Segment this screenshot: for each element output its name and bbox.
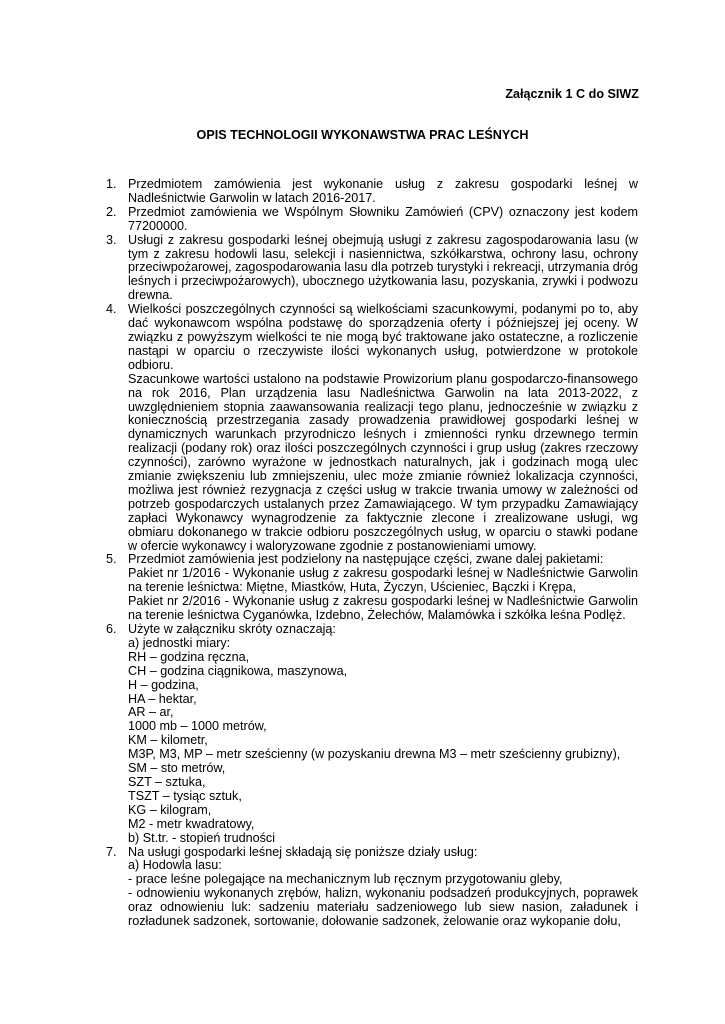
list-item-text: SZT – sztuka, xyxy=(128,774,206,789)
list-item-text: H – godzina, xyxy=(128,677,199,692)
list-item-text: a) jednostki miary: xyxy=(128,635,231,650)
list-item-number: 7. xyxy=(106,844,117,859)
list-item-number: 4. xyxy=(106,302,117,317)
list-item-text: 1000 mb – 1000 metrów, xyxy=(128,719,267,734)
list-item-text: Wielkości poszczególnych czynności są wielkościami szacunkowymi, podanymi po to, aby dać wykonawcom wspólna podstawę do sporządzenia oferty i późniejszej jej oceny. W związku z powyższym wielkości te nie mogą być traktowane jako ostateczne, a rozliczenie nastąpi w oparciu o rzeczywiste ilości wykonanych usług, potwierdzone w protokole odbioru. xyxy=(128,302,638,372)
list-item xyxy=(106,234,638,304)
list-item-text: Przedmiot zamówienia jest podzielony na następujące części, zwane dalej pakietami: xyxy=(128,552,604,567)
list-item-text: Przedmiot zamówienia we Wspólnym Słowniku Zamówień (CPV) oznaczony jest kodem 77200000. xyxy=(128,204,638,233)
list-item-text: TSZT – tysiąc sztuk, xyxy=(128,788,242,803)
list-item-text: Użyte w załączniku skróty oznaczają: xyxy=(128,622,336,636)
list-item-number: 2. xyxy=(106,204,117,219)
list-item-number: 5. xyxy=(106,552,117,567)
list-item-text: Przedmiotem zamówienia jest wykonanie usług z zakresu gospodarki leśnej w Nadleśnictwie Garwolin w latach 2016-2017. xyxy=(128,177,638,205)
list-item-text: - prace leśne polegające na mechanicznym lub ręcznym przygotowaniu gleby, xyxy=(128,872,563,887)
list-item xyxy=(106,178,638,206)
list-item-text: - odnowieniu wykonanych zrębów, halizn, wykonaniu podsadzeń produkcyjnych, poprawek oraz odnowieniu luk: sadzeniu materiału sadzeniowego lub siew nasion, załadunek i rozładunek sadzonek, sortowanie, dołowanie sadzonek, żelowanie oraz wykopanie dołu, xyxy=(128,886,638,929)
list-item-text: b) St.tr. - stopień trudności xyxy=(128,830,275,845)
list-item-text: Usługi z zakresu gospodarki leśnej obejmują usługi z zakresu zagospodarowania lasu (w tym z zakresu hodowli lasu, selekcji i nasiennictwa, szkółkarstwa, ochrony lasu, ochrony przeciwpożarowej, zagospodarowania lasu dla potrzeb turystyki i rekreacji, utrzymania dróg leśnych i przeciwpożarowych), ubocznego użytkowania lasu, pozyskania, zrywki i podwozu drewna. xyxy=(128,232,638,303)
list-item-text: Szacunkowe wartości ustalono na podstawie Prowizorium planu gospodarczo-finansowego na rok 2016, Plan urządzenia lasu Nadleśnictwa Garwolin na lata 2013-2022, z uwzględnieniem stopnia zaawansowania realizacji tego planu, jednocześnie w związku z koniecznością przestrzegania zasady prowadzenia prawidłowej gospodarki leśnej w dynamicznych warunkach przyrodniczo leśnych i zmienności rynku drzewnego termin realizacji (podany rok) oraz ilości poszczególnych czynności i grup usług (zakres rzeczowy czynności), zarówno wyrażone w jednostkach naturalnych, jak i godzinach mogą ulec zmianie zwiększeniu lub zmniejszeniu, ulec może zmianie również lokalizacja czynności, możliwa jest również rezygnacja z części usług w trakcie trwania umowy w zależności od potrzeb gospodarczych ustalanych przez Zamawiającego. W tym przypadku Zamawiający zapłaci Wykonawcy wynagrodzenie za faktycznie zlecone i zrealizowane usługi, wg obmiaru dokonanego w trakcie odbioru poszczególnych usług, w oparciu o stawki podane w ofercie wykonawcy i waloryzowane zgodnie z postanowieniami umowy. xyxy=(128,371,638,553)
attachment-label: Załącznik 1 C do SIWZ xyxy=(505,87,639,101)
list-item xyxy=(106,206,638,234)
list-item xyxy=(106,303,638,553)
list-item-text: HA – hektar, xyxy=(128,691,197,706)
list-item xyxy=(106,846,638,929)
list-item-number: 3. xyxy=(106,232,117,247)
list-item-number: 1. xyxy=(106,177,117,191)
list-item-text: Pakiet nr 2/2016 - Wykonanie usług z zakresu gospodarki leśnej w Nadleśnictwie Garwolin na terenie leśnictwa Cyganówka, Izdebno, Żelechów, Malamówka i szkółka leśna Podlęż. xyxy=(128,594,638,623)
list-item-text: Na usługi gospodarki leśnej składają się poniższe działy usług: xyxy=(128,844,478,859)
list-item-text: RH – godzina ręczna, xyxy=(128,649,250,664)
document-title: OPIS TECHNOLOGII WYKONAWSTWA PRAC LEŚNYCH xyxy=(196,128,529,142)
numbered-list xyxy=(106,178,638,929)
list-item-text: M3P, M3, MP – metr sześcienny (w pozyskaniu drewna M3 – metr sześcienny grubizny), xyxy=(128,747,621,762)
list-item-text: AR – ar, xyxy=(128,705,174,720)
list-item-text: Pakiet nr 1/2016 - Wykonanie usług z zakresu gospodarki leśnej w Nadleśnictwie Garwolin na terenie leśnictwa: Miętne, Miastków, Huta, Życzyn, Uścieniec, Bączki i Krępa, xyxy=(128,566,638,595)
list-item-text: KM – kilometr, xyxy=(128,733,208,748)
list-item-number: 6. xyxy=(106,622,117,636)
list-item xyxy=(106,553,638,623)
list-item xyxy=(106,623,638,846)
list-item-text: KG – kilogram, xyxy=(128,802,212,817)
list-item-text: M2 - metr kwadratowy, xyxy=(128,816,255,831)
list-item-text: CH – godzina ciągnikowa, maszynowa, xyxy=(128,663,348,678)
list-item-text: a) Hodowla lasu: xyxy=(128,858,222,873)
list-item-text: SM – sto metrów, xyxy=(128,761,226,776)
